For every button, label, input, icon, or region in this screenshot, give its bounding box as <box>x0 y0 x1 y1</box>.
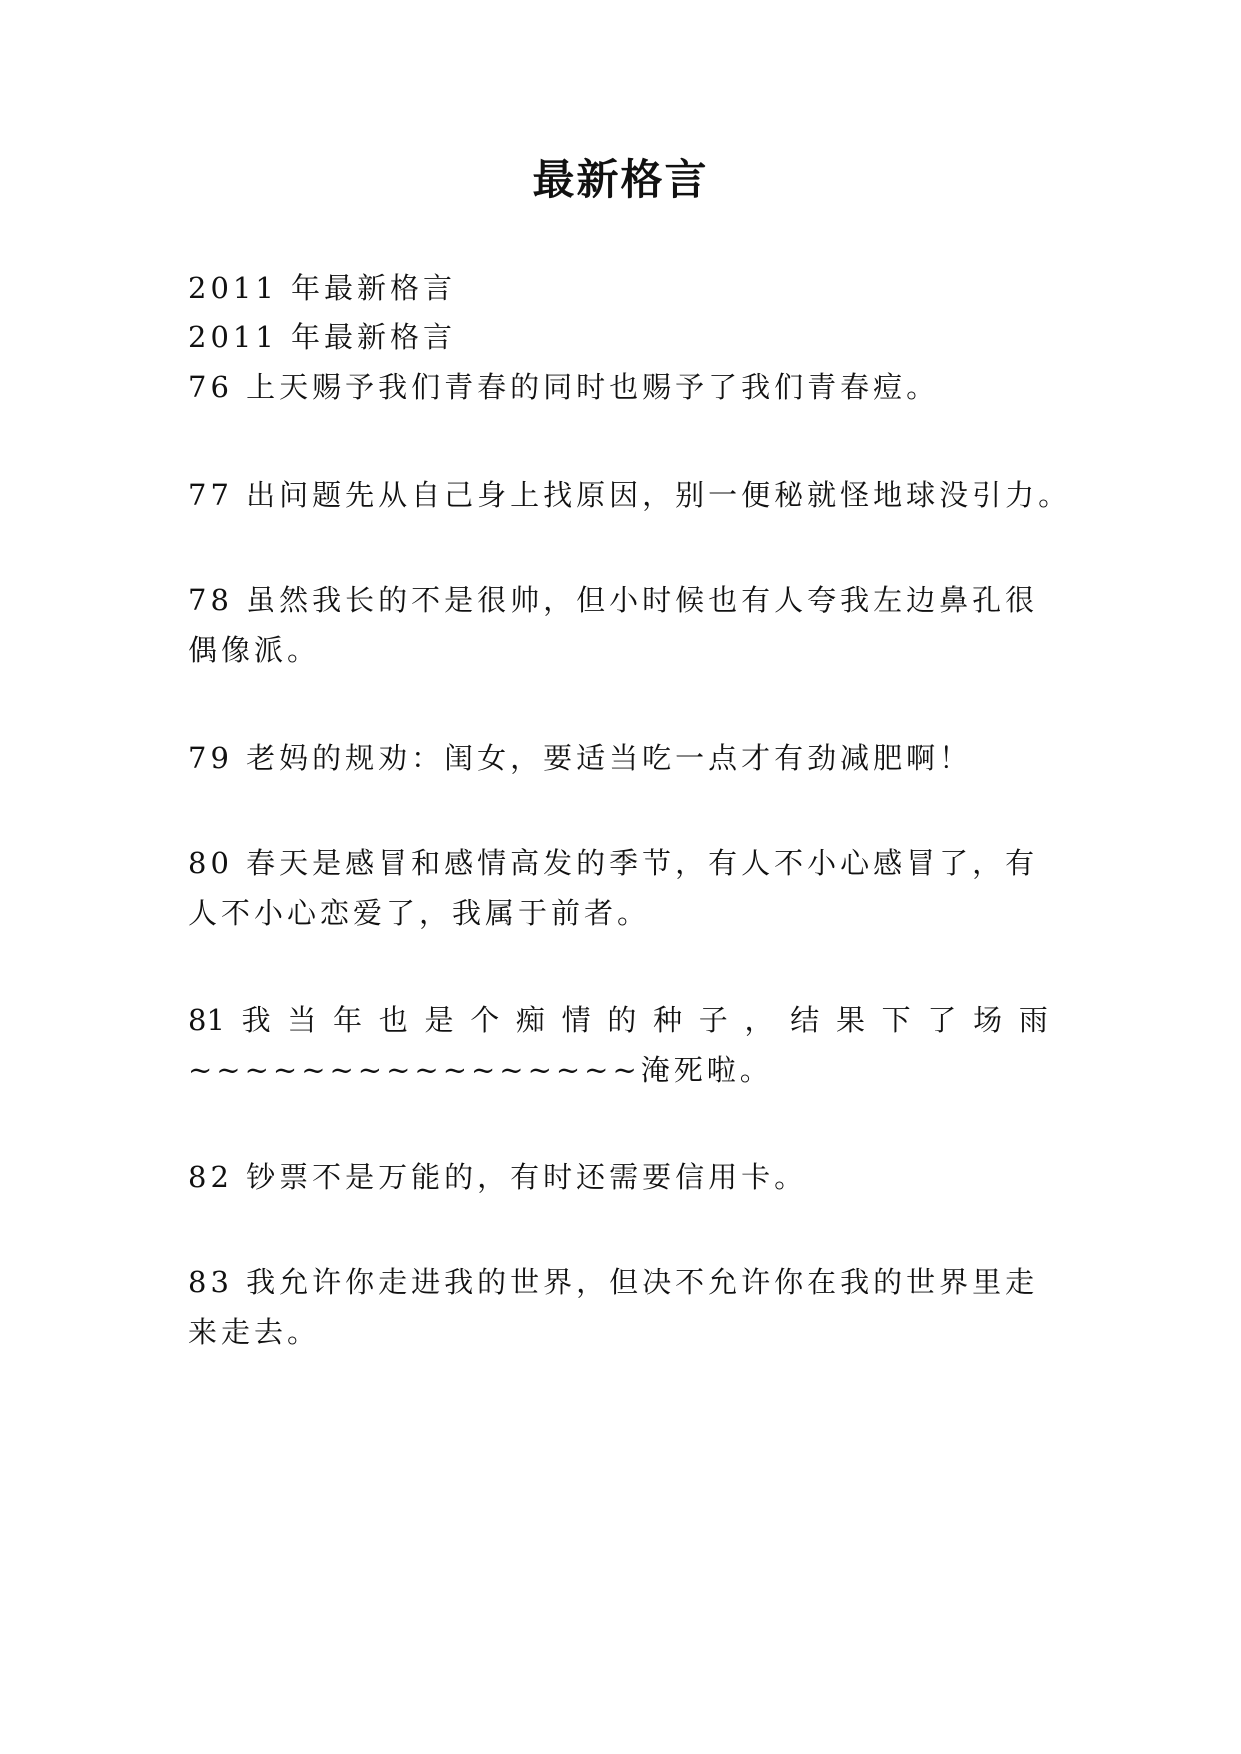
quote-line: 78 虽然我长的不是很帅，但小时候也有人夸我左边鼻孔很 <box>188 583 1039 617</box>
justified-glyph: 雨 <box>1018 1003 1048 1037</box>
justified-glyph: 个 <box>470 1003 500 1037</box>
justified-glyph: 果 <box>835 1003 865 1037</box>
justified-glyph: 情 <box>561 1003 591 1037</box>
justified-glyph: 的 <box>607 1003 637 1037</box>
justified-glyph: 81 <box>188 1003 225 1037</box>
quote-line-justified <box>188 1000 1048 1040</box>
justified-glyph: 年 <box>333 1003 363 1037</box>
quote-line: ~~~~~~~~~~~~~~~~淹死啦。 <box>188 1053 773 1087</box>
header-line: 2011 年最新格言 <box>188 271 457 305</box>
justified-glyph: 场 <box>973 1003 1003 1037</box>
justified-glyph: 是 <box>424 1003 454 1037</box>
document-title: 最新格言 <box>532 155 709 204</box>
justified-glyph: 我 <box>241 1003 271 1037</box>
justified-glyph: 子 <box>698 1003 728 1037</box>
quote-line: 80 春天是感冒和感情高发的季节，有人不小心感冒了，有 <box>188 846 1039 880</box>
justified-glyph: 了 <box>927 1003 957 1037</box>
justified-glyph: 当 <box>287 1003 317 1037</box>
justified-glyph: 结 <box>790 1003 820 1037</box>
quote-line: 来走去。 <box>188 1315 321 1349</box>
quote-line: 76 上天赐予我们青春的同时也赐予了我们青春痘。 <box>188 370 940 404</box>
quote-line: 人不小心恋爱了，我属于前者。 <box>188 896 651 930</box>
justified-glyph: ， <box>744 1003 774 1037</box>
quote-line: 83 我允许你走进我的世界，但决不允许你在我的世界里走 <box>188 1265 1039 1299</box>
justified-glyph: 也 <box>378 1003 408 1037</box>
quote-line: 82 钞票不是万能的，有时还需要信用卡。 <box>188 1160 808 1194</box>
header-line: 2011 年最新格言 <box>188 320 457 354</box>
quote-line: 77 出问题先从自己身上找原因，别一便秘就怪地球没引力。 <box>188 478 1072 512</box>
justified-glyph: 种 <box>653 1003 683 1037</box>
justified-glyph: 痴 <box>515 1003 545 1037</box>
justified-glyph: 下 <box>881 1003 911 1037</box>
quote-line: 79 老妈的规劝：闺女，要适当吃一点才有劲减肥啊！ <box>188 741 973 775</box>
quote-line: 偶像派。 <box>188 633 321 667</box>
